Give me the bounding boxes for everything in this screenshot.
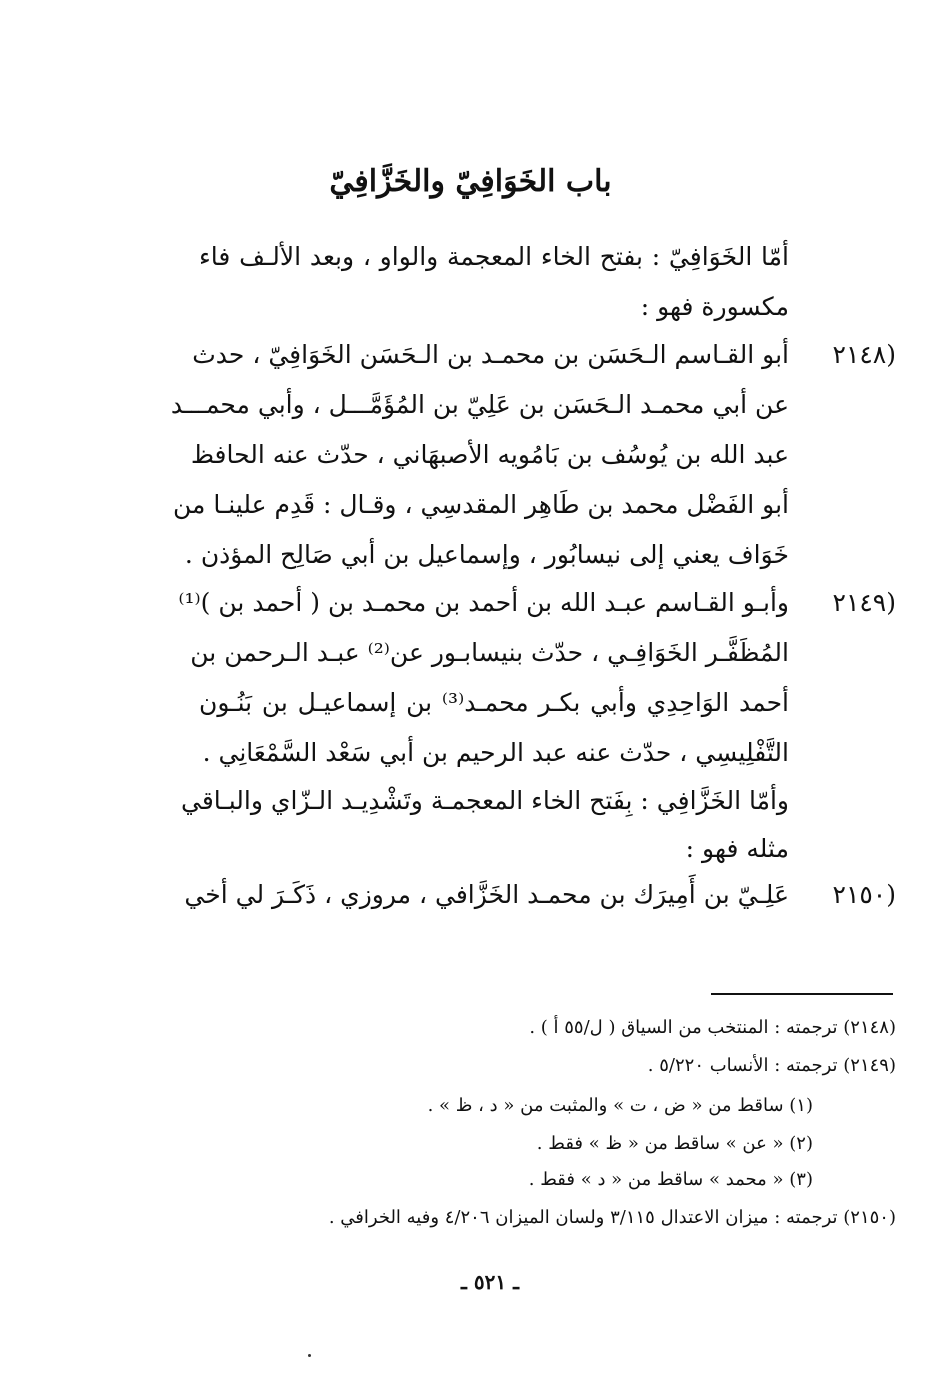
entry-2148-line-5: خَوَاف يعني إلى نيسابُور ، وإسماعيل بن أبي صَالِح المؤذن .	[184, 540, 789, 569]
intro-2-line-1: وأمّا الخَزَّافِي : بِفَتح الخاء المعجمـة وتَشْدِيـد الـزّاي والبـاقي	[181, 786, 789, 815]
intro-line-2: مكسورة فهو :	[640, 292, 789, 321]
entry-2148-line-2: عن أبي محمـد الـحَسَن بن عَلِيّ بن المُؤَمَّـــل ، وأبي محمـــد	[170, 390, 789, 419]
entry-2149-line-1: وأبـو القـاسم عبـد الله بن أحمد بن محمـد بن ( أحمد بن )⁽¹⁾	[178, 588, 789, 617]
footnote-2150: (٢١٥٠) ترجمته : ميزان الاعتدال ٣/١١٥ ولسان الميزان ٤/٢٠٦ وفيه الخرافي .	[328, 1207, 896, 1228]
footnote-3: (٣) « محمد » ساقط من « د » فقط .	[528, 1169, 813, 1190]
footnote-1: (١) ساقط من « ض ، ت » والمثبت من « د ، ظ » .	[427, 1095, 813, 1116]
footnote-2: (٢) « عن » ساقط من « ظ » فقط .	[536, 1133, 813, 1154]
entry-number-2148: (٢١٤٨	[832, 340, 896, 369]
entry-number-2149: (٢١٤٩	[832, 588, 896, 617]
entry-2149-line-3: أحمد الوَاحِدِي وأبي بكـر محمـد⁽³⁾ بن إسماعيـل بن بَنُـون	[199, 688, 789, 717]
footnote-separator	[711, 993, 893, 995]
entry-2149-line-2: المُظَفَّـر الخَوَافِـي ، حدّث بنيسابـور عن⁽²⁾ عبـد الـرحمن بن	[190, 638, 789, 667]
intro-2-line-2: مثله فهو :	[685, 834, 789, 863]
footnote-2149: (٢١٤٩) ترجمته : الأنساب ٥/٢٢٠ .	[647, 1055, 896, 1076]
entry-number-2150: (٢١٥٠	[832, 880, 896, 909]
entry-2149-line-4: التَّفْلِيسِي ، حدّث عنه عبد الرحيم بن أبي سَعْد السَّمْعَانِي .	[202, 738, 789, 767]
entry-2148-line-3: عبد الله بن يُوسُف بن بَامُويه الأصبهَاني ، حدّث عنه الحافظ	[190, 440, 789, 469]
entry-2148-line-1: أبو القـاسم الـحَسَن بن محمـد بن الـحَسَن الخَوَافِيّ ، حدث	[192, 340, 789, 369]
scan-speck	[308, 1354, 311, 1357]
chapter-title: باب الخَوَافِيّ والخَزَّافِيّ	[329, 164, 612, 199]
intro-line-1: أمّا الخَوَافِيّ : بفتح الخاء المعجمة والواو ، وبعد الألـف فاء	[199, 242, 789, 271]
page-number: ـ ٥٢١ ـ	[461, 1270, 519, 1294]
entry-2150-line-1: عَلِـيّ بن أَمِيرَك بن محمـد الخَزَّافي ، مروزي ، ذَكَـرَ لي أخي	[184, 880, 789, 909]
footnote-2148: (٢١٤٨) ترجمته : المنتخب من السياق ( ل/٥٥ أ ) .	[529, 1017, 896, 1038]
entry-2148-line-4: أبو الفَضْل محمد بن طَاهِر المقدسِي ، وقـال : قَدِم علينـا من	[172, 490, 789, 519]
